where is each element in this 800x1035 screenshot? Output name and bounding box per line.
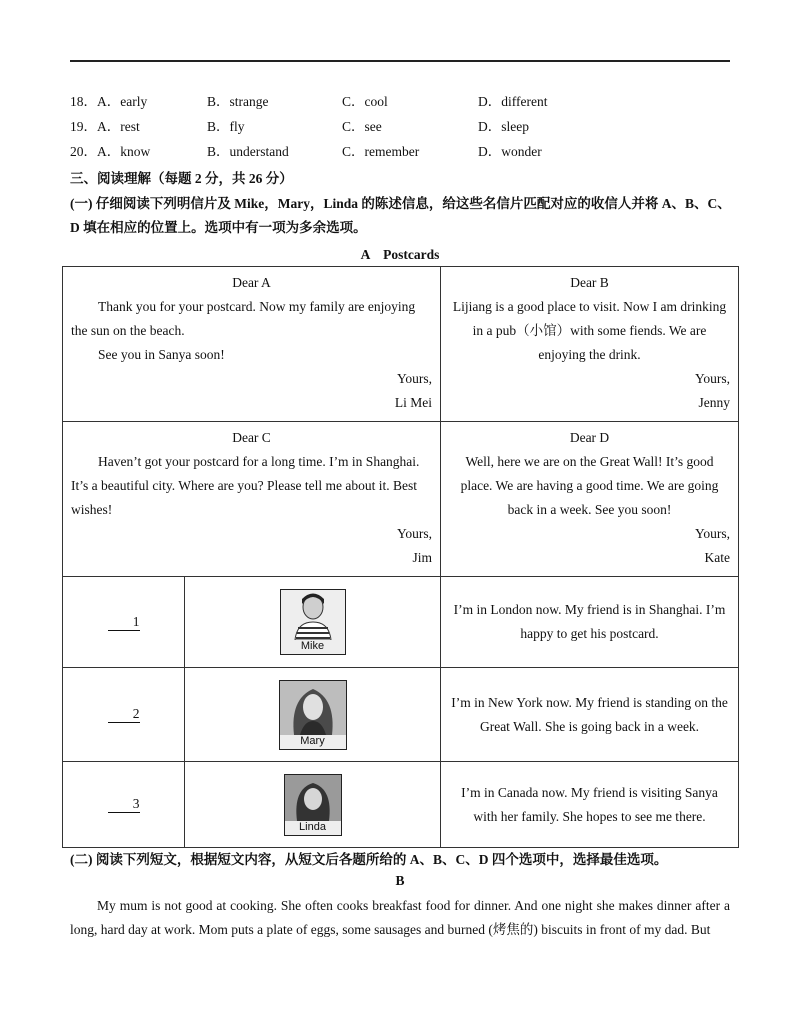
postcard-body: Thank you for your postcard. Now my family are enjoying the sun on the beach. — [71, 299, 416, 338]
postcard-closing: Yours, — [694, 371, 731, 386]
postcard-body: Haven’t got your postcard for a long time. I’m in Shanghai. It’s a beautiful city. Where are you? Please tell me about it. Best wishes! — [71, 454, 420, 517]
postcard-c — [63, 422, 441, 577]
person-illustration — [281, 590, 345, 640]
postcard-d — [441, 422, 739, 577]
postcard-signature: Li Mei — [394, 395, 433, 410]
option-a: 19．A．rest — [70, 119, 140, 134]
option-row-18 — [70, 92, 730, 117]
option-row-20 — [70, 142, 730, 167]
photo-caption: Mike — [300, 640, 325, 652]
postcard-greeting: Dear D — [569, 430, 610, 445]
passage-text: My mum is not good at cooking. She often cooks breakfast food for dinner. And one night she makes dinner after a long, hard day at work. Mom puts a plate of eggs, some sausages and burned (烤焦的) biscuits in front of my dad. But — [70, 898, 730, 937]
statement-mary: I’m in New York now. My friend is standing on the Great Wall. She is going back in a week. — [441, 668, 739, 762]
photo-caption: Mary — [300, 734, 325, 747]
person-illustration — [280, 681, 346, 735]
postcards-table — [62, 266, 739, 848]
photo-mary — [185, 668, 441, 762]
photo-caption: Linda — [299, 820, 326, 833]
option-a: 18．A．early — [70, 94, 148, 109]
option-b: B．understand — [207, 144, 289, 159]
header-rule — [70, 60, 730, 62]
option-a: 20．A．know — [70, 144, 151, 159]
photo-mike — [185, 577, 441, 668]
section-heading: 三、阅读理解（每题 2 分，共 26 分） — [70, 171, 293, 186]
option-d: D．wonder — [478, 144, 542, 159]
part2-instruction: (二) 阅读下列短文，根据短文内容，从短文后各题所给的 A、B、C、D 四个选项中，选择最佳选项。 — [70, 852, 668, 867]
postcard-b — [441, 267, 739, 422]
linda-photo — [284, 774, 342, 836]
postcard-closing: Yours, — [396, 526, 433, 541]
postcard-greeting: Dear C — [232, 430, 271, 445]
postcard-body: Well, here we are on the Great Wall! It’s good place. We are having a good time. We are going back in a week. See you soon! — [460, 454, 719, 517]
part-b-title: B — [395, 873, 405, 888]
person-row-linda — [63, 762, 739, 848]
mike-photo — [280, 589, 346, 655]
option-d: D．sleep — [478, 119, 529, 134]
postcard-body: Lijiang is a good place to visit. Now I am drinking in a pub（小馆）with some fiends. We are enjoying the drink. — [452, 299, 727, 362]
part1-instruction: (一) 仔细阅读下列明信片及 Mike，Mary，Linda 的陈述信息，给这些名信片匹配对应的收信人并将 A、B、C、D 填在相应的位置上。选项中有一项为多余选项。 — [70, 196, 731, 235]
photo-linda — [185, 762, 441, 848]
postcard-signature: Kate — [704, 550, 731, 565]
person-illustration — [285, 775, 341, 821]
option-b: B．strange — [207, 94, 269, 109]
statement-linda: I’m in Canada now. My friend is visiting Sanya with her family. She hopes to see me there. — [441, 762, 739, 848]
option-d: D．different — [478, 94, 548, 109]
statement-mike: I’m in London now. My friend is in Shanghai. I’m happy to get his postcard. — [441, 577, 739, 668]
answer-blank-3[interactable]: 3 — [63, 762, 185, 848]
answer-blank-2[interactable]: 2 — [63, 668, 185, 762]
postcard-closing: Yours, — [396, 371, 433, 386]
option-c: C．cool — [342, 94, 388, 109]
postcard-closing: Yours, — [694, 526, 731, 541]
answer-options — [70, 92, 730, 167]
postcard-signature: Jenny — [698, 395, 731, 410]
person-row-mike — [63, 577, 739, 668]
answer-blank-1[interactable]: 1 — [63, 577, 185, 668]
postcard-signature: Jim — [412, 550, 433, 565]
postcard-a — [63, 267, 441, 422]
postcard-greeting: Dear A — [232, 275, 271, 290]
part-a-title: A Postcards — [360, 247, 440, 262]
option-c: C．remember — [342, 144, 420, 159]
option-c: C．see — [342, 119, 382, 134]
postcard-greeting: Dear B — [570, 275, 609, 290]
person-row-mary — [63, 668, 739, 762]
option-row-19 — [70, 117, 730, 142]
mary-photo — [279, 680, 347, 750]
postcard-body-2: See you in Sanya soon! — [98, 347, 225, 362]
option-b: B．fly — [207, 119, 245, 134]
